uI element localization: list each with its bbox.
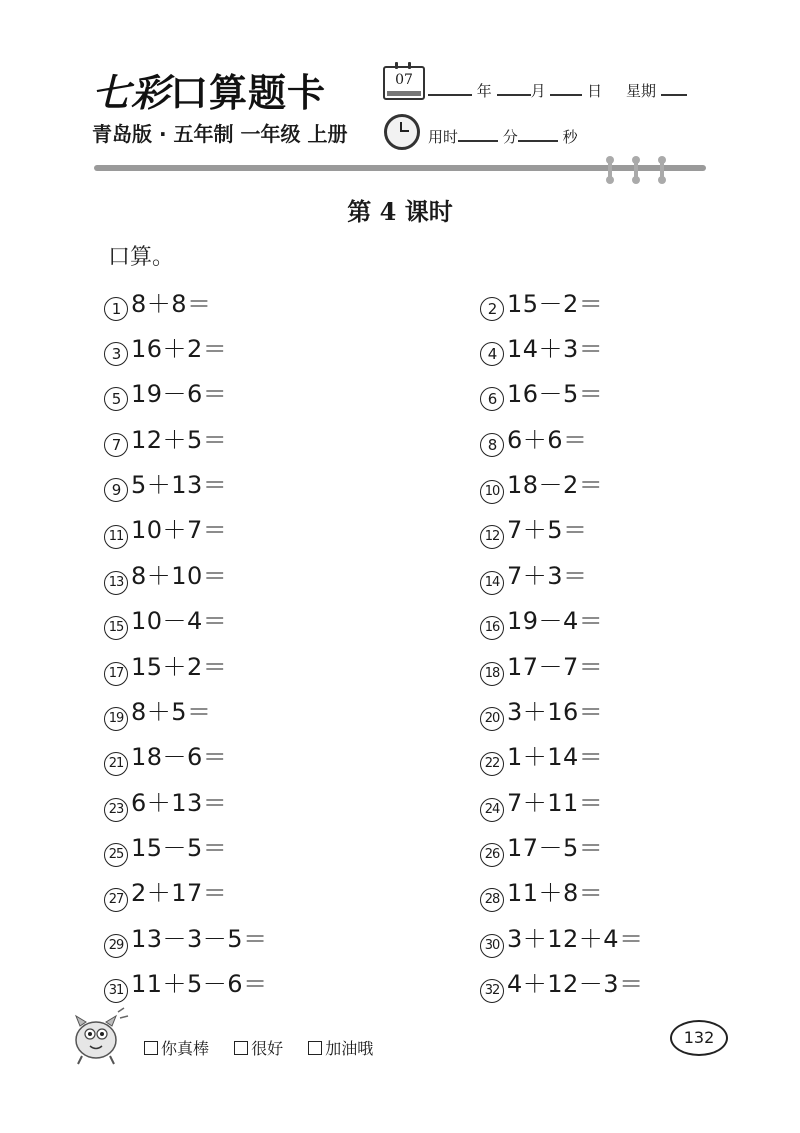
problem-expression: 18－6＝ — [131, 743, 228, 771]
problem-item — [104, 601, 227, 640]
eval-label: 很好 — [251, 1039, 284, 1058]
time-fields — [428, 126, 578, 147]
problem-item — [480, 329, 603, 366]
divider-peg — [660, 158, 664, 182]
brand-logo — [92, 62, 326, 117]
problem-expression: 11＋5－6＝ — [131, 970, 268, 998]
problem-number: 24 — [480, 798, 504, 822]
date-fields — [428, 80, 687, 101]
problem-expression: 8＋8＝ — [131, 290, 212, 318]
problem-number: 25 — [104, 843, 128, 867]
header-divider — [94, 165, 706, 171]
clock-icon — [384, 114, 420, 150]
problem-item — [480, 647, 603, 686]
seconds-blank[interactable] — [518, 126, 558, 142]
problem-item — [480, 556, 588, 595]
problem-expression: 10＋7＝ — [131, 516, 228, 544]
problem-number: 4 — [480, 342, 504, 366]
problem-item — [104, 919, 268, 958]
problem-item — [480, 692, 603, 731]
problem-item — [104, 465, 227, 502]
edition-label: 青岛版 · 五年制 一年级 上册 — [92, 122, 348, 146]
day-label: 日 — [587, 82, 603, 100]
lesson-title: 第 4 课时 — [347, 197, 453, 226]
problem-number: 22 — [480, 752, 504, 776]
problem-expression: 5＋13＝ — [131, 471, 228, 499]
problem-number: 26 — [480, 843, 504, 867]
problem-expression: 15－2＝ — [507, 290, 604, 318]
problem-item — [104, 692, 212, 731]
problem-number: 2 — [480, 297, 504, 321]
problem-item — [104, 828, 227, 867]
problem-item — [104, 783, 227, 822]
problem-number: 7 — [104, 433, 128, 457]
problem-item — [104, 873, 227, 912]
logo-mark: 七彩 — [92, 70, 171, 115]
problem-expression: 2＋17＝ — [131, 879, 228, 907]
problem-number: 28 — [480, 888, 504, 912]
problem-item — [104, 374, 227, 411]
page-number: 132 — [670, 1020, 728, 1056]
problem-number: 19 — [104, 707, 128, 731]
problem-expression: 17－7＝ — [507, 653, 604, 681]
weekday-label: 星期 — [626, 82, 657, 100]
problem-number: 14 — [480, 571, 504, 595]
divider-peg — [634, 158, 638, 182]
problem-expression: 4＋12－3＝ — [507, 970, 644, 998]
problem-item — [104, 284, 212, 321]
self-evaluation — [144, 1036, 393, 1059]
problem-number: 12 — [480, 525, 504, 549]
year-label: 年 — [476, 82, 492, 100]
problem-expression: 13－3－5＝ — [131, 925, 268, 953]
problem-item — [104, 329, 227, 366]
problem-expression: 15－5＝ — [131, 834, 228, 862]
problem-item — [480, 964, 644, 1003]
instruction: 口算。 — [108, 245, 175, 270]
divider-peg — [608, 158, 612, 182]
problem-expression: 1＋14＝ — [507, 743, 604, 771]
problem-expression: 14＋3＝ — [507, 335, 604, 363]
problem-item — [480, 919, 644, 958]
problem-number: 18 — [480, 662, 504, 686]
problem-item — [104, 647, 227, 686]
eval-option-good[interactable] — [234, 1039, 283, 1058]
problem-item — [480, 737, 603, 776]
problem-expression: 11＋8＝ — [507, 879, 604, 907]
problem-item — [480, 465, 603, 504]
eval-label: 加油哦 — [325, 1039, 374, 1058]
month-blank[interactable] — [497, 80, 531, 96]
checkbox-icon — [144, 1041, 158, 1055]
weekday-blank[interactable] — [661, 80, 687, 96]
problem-number: 27 — [104, 888, 128, 912]
problem-number: 6 — [480, 387, 504, 411]
problem-expression: 19－4＝ — [507, 607, 604, 635]
problem-number: 32 — [480, 979, 504, 1003]
eval-label: 你真棒 — [161, 1039, 210, 1058]
problem-expression: 16＋2＝ — [131, 335, 228, 363]
checkbox-icon — [308, 1041, 322, 1055]
problem-expression: 12＋5＝ — [131, 426, 228, 454]
problem-expression: 10－4＝ — [131, 607, 228, 635]
problem-number: 16 — [480, 616, 504, 640]
problem-number: 8 — [480, 433, 504, 457]
problem-item — [480, 828, 603, 867]
problem-item — [104, 556, 227, 595]
mascot-icon — [66, 1006, 130, 1066]
problem-number: 21 — [104, 752, 128, 776]
checkbox-icon — [234, 1041, 248, 1055]
calendar-day: 07 — [395, 72, 413, 88]
problem-item — [480, 284, 603, 321]
problem-expression: 7＋11＝ — [507, 789, 604, 817]
problem-item — [480, 601, 603, 640]
problem-number: 13 — [104, 571, 128, 595]
problem-expression: 18－2＝ — [507, 471, 604, 499]
problem-expression: 6＋13＝ — [131, 789, 228, 817]
calendar-icon — [383, 66, 425, 100]
problem-expression: 17－5＝ — [507, 834, 604, 862]
problem-item — [480, 420, 588, 457]
problem-expression: 3＋16＝ — [507, 698, 604, 726]
problem-item — [480, 374, 603, 411]
problem-number: 15 — [104, 616, 128, 640]
problem-expression: 6＋6＝ — [507, 426, 588, 454]
problem-number: 23 — [104, 798, 128, 822]
problem-item — [480, 783, 603, 822]
seconds-label: 秒 — [562, 128, 578, 146]
year-blank[interactable] — [428, 80, 472, 96]
problem-expression: 8＋10＝ — [131, 562, 228, 590]
problem-number: 17 — [104, 662, 128, 686]
problem-number: 9 — [104, 478, 128, 502]
problem-number: 3 — [104, 342, 128, 366]
problem-number: 20 — [480, 707, 504, 731]
problem-expression: 3＋12＋4＝ — [507, 925, 644, 953]
problem-number: 1 — [104, 297, 128, 321]
eval-option-great[interactable] — [144, 1039, 209, 1058]
problem-number: 5 — [104, 387, 128, 411]
problem-item — [104, 510, 227, 549]
problem-item — [104, 964, 268, 1003]
problem-expression: 7＋3＝ — [507, 562, 588, 590]
problem-expression: 8＋5＝ — [131, 698, 212, 726]
problem-expression: 16－5＝ — [507, 380, 604, 408]
minutes-blank[interactable] — [458, 126, 498, 142]
problem-item — [480, 873, 603, 912]
eval-option-keep-going[interactable] — [308, 1039, 373, 1058]
minutes-label: 分 — [502, 128, 518, 146]
month-label: 月 — [530, 82, 546, 100]
logo-title: 口算题卡 — [170, 71, 327, 115]
day-blank[interactable] — [550, 80, 582, 96]
problem-expression: 19－6＝ — [131, 380, 228, 408]
problem-number: 30 — [480, 934, 504, 958]
problem-expression: 15＋2＝ — [131, 653, 228, 681]
problem-number: 11 — [104, 525, 128, 549]
problem-item — [480, 510, 588, 549]
problem-number: 10 — [480, 480, 504, 504]
problem-item — [104, 737, 227, 776]
time-used-label: 用时 — [428, 128, 459, 146]
problem-item — [104, 420, 227, 457]
problem-number: 29 — [104, 934, 128, 958]
problem-expression: 7＋5＝ — [507, 516, 588, 544]
problem-number: 31 — [104, 979, 128, 1003]
